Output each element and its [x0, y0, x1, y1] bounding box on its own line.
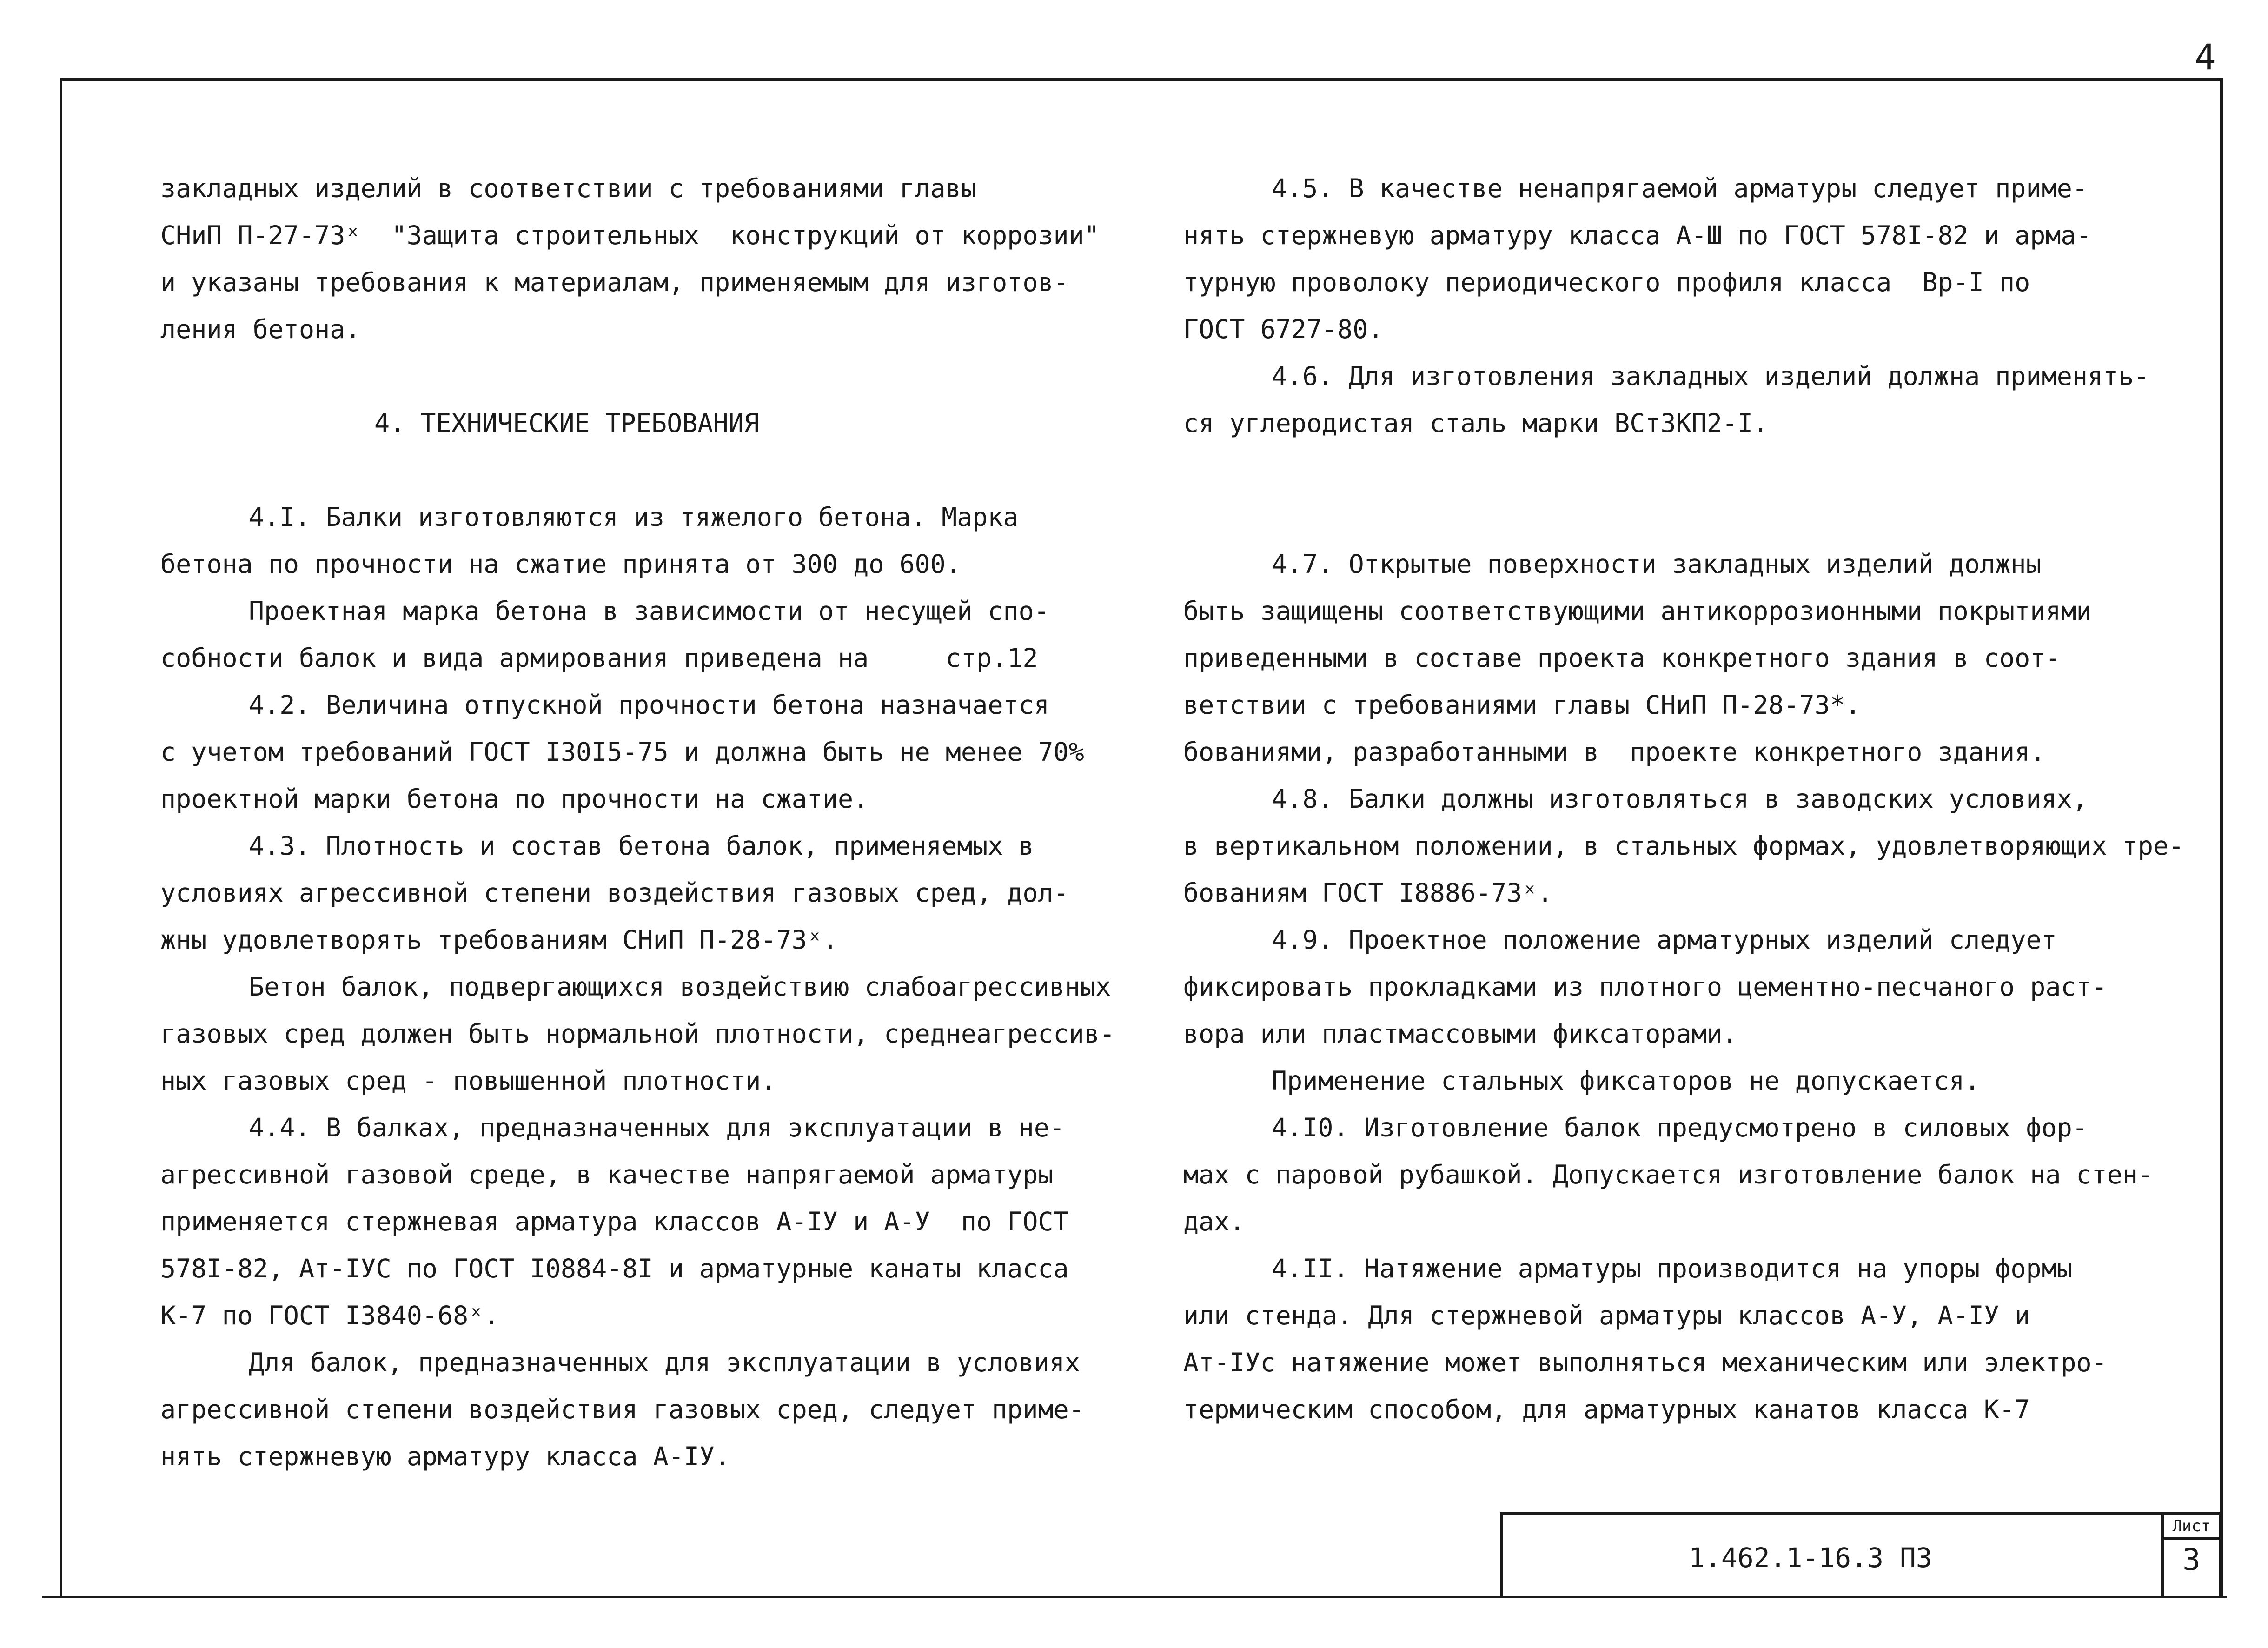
sheet-number: 3	[2182, 1543, 2201, 1577]
text-line: мах с паровой рубашкой. Допускается изготовление балок на стен-	[1183, 1160, 2154, 1189]
text-line: бованиям ГОСТ I8886-73ˣ.	[1183, 878, 1553, 908]
text-line: фиксировать прокладками из плотного цементно-песчаного раст-	[1183, 972, 2107, 1002]
text-line: 4.3. Плотность и состав бетона балок, применяемых в	[249, 831, 1034, 861]
text-line: вора или пластмассовыми фиксаторами.	[1183, 1019, 1738, 1049]
text-line: ся углеродистая сталь марки ВСт3КП2-I.	[1183, 408, 1769, 438]
sheet-cell	[2161, 1515, 2219, 1596]
sheet-label: Лист	[2164, 1515, 2219, 1540]
text-line: 4.I0. Изготовление балок предусмотрено в силовых фор-	[1272, 1113, 2088, 1143]
text-line: К-7 по ГОСТ I3840-68ˣ.	[160, 1301, 499, 1330]
text-line: условиях агрессивной степени воздействия газовых сред, дол-	[160, 878, 1069, 908]
text-line: газовых сред должен быть нормальной плотности, среднеагрессив-	[160, 1019, 1115, 1049]
text-line: собности балок и вида армирования приведена на стр.12	[160, 643, 1038, 673]
text-line: Применение стальных фиксаторов не допускается.	[1272, 1066, 1980, 1096]
text-line: ГОСТ 6727-80.	[1183, 314, 1384, 344]
text-line: жны удовлетворять требованиям СНиП П-28-73ˣ.	[160, 925, 838, 955]
text-line: 578I-82, Ат-IУС по ГОСТ I0884-8I и арматурные канаты класса	[160, 1254, 1069, 1283]
blank-line	[1183, 494, 2184, 541]
text-line: или стенда. Для стержневой арматуры классов А-У, А-IУ и	[1183, 1301, 2030, 1330]
document-code: 1.462.1-16.3 ПЗ	[1689, 1542, 1932, 1574]
text-line: 4.9. Проектное положение арматурных изделий следует	[1272, 925, 2057, 955]
blank-line	[160, 353, 1115, 400]
text-line: термическим способом, для арматурных канатов класса К-7	[1183, 1395, 2030, 1424]
title-block-stamp	[1500, 1512, 2222, 1596]
text-line: Бетон балок, подвергающихся воздействию слабоагрессивных	[249, 972, 1111, 1002]
text-line: 4.6. Для изготовления закладных изделий должна применять-	[1272, 361, 2149, 391]
blank-line	[1183, 447, 2184, 494]
text-line: дах.	[1183, 1207, 1245, 1236]
bottom-rule	[42, 1596, 2227, 1598]
section-heading: 4. ТЕХНИЧЕСКИЕ ТРЕБОВАНИЯ	[374, 408, 759, 438]
text-line: приведенными в составе проекта конкретного здания в соот-	[1183, 643, 2061, 673]
text-line: ных газовых сред - повышенной плотности.	[160, 1066, 776, 1096]
text-line: Проектная марка бетона в зависимости от несущей спо-	[249, 596, 1049, 626]
text-line: в вертикальном положении, в стальных формах, удовлетворяющих тре-	[1183, 831, 2184, 861]
text-line: с учетом требований ГОСТ I30I5-75 и должна быть не менее 70%	[160, 737, 1084, 767]
text-line: нять стержневую арматуру класса А-IУ.	[160, 1442, 730, 1471]
text-line: 4.8. Балки должны изготовляться в заводских условиях,	[1272, 784, 2088, 814]
text-line: агрессивной степени воздействия газовых сред, следует приме-	[160, 1395, 1084, 1424]
text-line: 4.5. В качестве ненапрягаемой арматуры следует приме-	[1272, 173, 2088, 203]
text-line: закладных изделий в соответствии с требованиями главы	[160, 173, 976, 203]
text-line: и указаны требования к материалам, применяемым для изготов-	[160, 267, 1069, 297]
text-line: 4.2. Величина отпускной прочности бетона назначается	[249, 690, 1049, 720]
blank-line	[160, 447, 1115, 494]
page-number: 4	[2195, 36, 2216, 78]
text-line: Ат-IУс натяжение может выполняться механическим или электро-	[1183, 1348, 2107, 1377]
text-line: Для балок, предназначенных для эксплуатации в условиях	[249, 1348, 1081, 1377]
text-line: 4.7. Открытые поверхности закладных изделий должны	[1272, 549, 2042, 579]
text-line: бетона по прочности на сжатие принята от 300 до 600.	[160, 549, 961, 579]
text-line: бованиями, разработанными в проекте конкретного здания.	[1183, 737, 2046, 767]
left-text-column	[160, 165, 1115, 1480]
text-line: 4.4. В балках, предназначенных для эксплуатации в не-	[249, 1113, 1065, 1143]
text-line: быть защищены соответствующими антикоррозионными покрытиями	[1183, 596, 2092, 626]
text-line: 4.II. Натяжение арматуры производится на упоры формы	[1272, 1254, 2072, 1283]
text-line: нять стержневую арматуру класса А-Ш по ГОСТ 578I-82 и арма-	[1183, 220, 2092, 250]
text-line: турную проволоку периодического профиля класса Вр-I по	[1183, 267, 2030, 297]
text-line: ветствии с требованиями главы СНиП П-28-73*.	[1183, 690, 1861, 720]
text-line: применяется стержневая арматура классов А-IУ и А-У по ГОСТ	[160, 1207, 1069, 1236]
right-text-column	[1183, 165, 2184, 1433]
text-line: проектной марки бетона по прочности на сжатие.	[160, 784, 869, 814]
text-line: ления бетона.	[160, 314, 361, 344]
text-line: агрессивной газовой среде, в качестве напрягаемой арматуры	[160, 1160, 1054, 1189]
text-line: СНиП П-27-73ˣ "Защита строительных конструкций от коррозии"	[160, 220, 1100, 250]
text-line: 4.I. Балки изготовляются из тяжелого бетона. Марка	[249, 502, 1019, 532]
